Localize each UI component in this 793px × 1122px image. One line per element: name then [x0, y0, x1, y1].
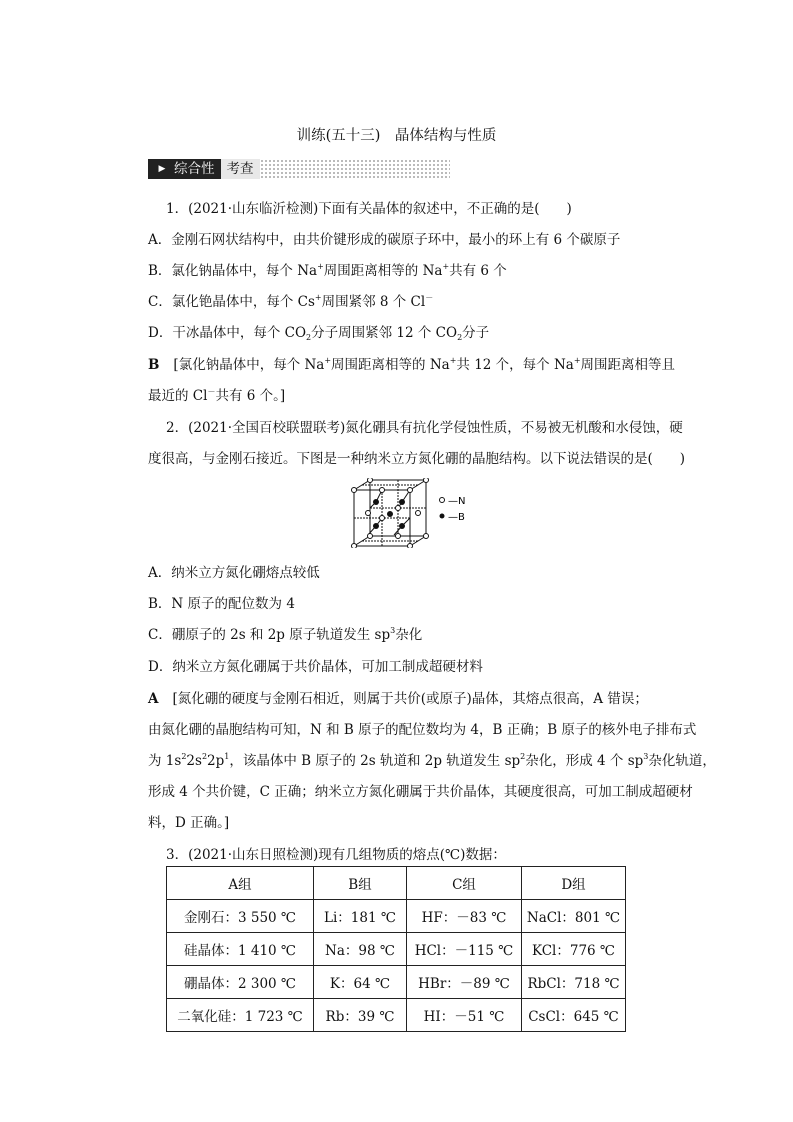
table-cell: Rb：39 ℃ [314, 999, 407, 1032]
table-cell: CsCl：645 ℃ [522, 999, 626, 1032]
table-header: C组 [407, 867, 522, 900]
table-header: B组 [314, 867, 407, 900]
q1-option-a: A．金刚石网状结构中，由共价键形成的碳原子环中，最小的环上有 6 个碳原子 [148, 232, 621, 248]
q2-option-c: C．硼原子的 2s 和 2p 原子轨道发生 $sp^3$杂化 [148, 626, 423, 643]
table-cell: K：64 ℃ [314, 966, 407, 999]
table-row [167, 933, 626, 966]
q1-stem: 1．(2021·山东临沂检测)下面有关晶体的叙述中，不正确的是( ) [166, 201, 572, 217]
q2-stem-1: 2．(2021·全国百校联盟联考)氮化硼具有抗化学侵蚀性质，不易被无机酸和水侵蚀，硬 [166, 420, 683, 436]
table-header: D组 [522, 867, 626, 900]
q2-answer-4: 形成 4 个共价键，C 正确；纳米立方氮化硼属于共价晶体，其硬度很高，可加工制成超硬材 [148, 784, 693, 800]
page-title: 训练(五十三) 晶体结构与性质 [296, 128, 497, 144]
table-cell: 二氧化硅：1 723 ℃ [167, 999, 314, 1032]
q1-answer-cont: 最近的 Cl－共有 6 个。] [148, 387, 286, 404]
q1-answer: B [氯化钠晶体中，每个 Na+周围距离相等的 Na+共 12 个，每个 Na+周围距离相等且 [148, 356, 676, 373]
q1-option-b: B．氯化钠晶体中，每个 Na+周围距离相等的 Na+共有 6 个 [148, 262, 507, 279]
table-cell: HBr：－89 ℃ [407, 966, 522, 999]
badge-dark-label: 综合性 [174, 161, 215, 177]
table-row [167, 966, 626, 999]
table-cell: HCl：－115 ℃ [407, 933, 522, 966]
table-header: A组 [167, 867, 314, 900]
q2-option-b: B．N 原子的配位数为 4 [148, 596, 295, 612]
q2-answer-3: 为 $1s^22s^22p^1$，该晶体中 B 原子的 2s 轨道和 2p 轨道发生 $sp^2$杂化，形成 4 个 $sp^3$杂化轨道， [148, 752, 716, 769]
play-icon: ▶ [154, 161, 170, 177]
q1-option-d: D．干冰晶体中，每个 $CO_2$分子周围紧邻 12 个 $CO_2$分子 [148, 325, 490, 342]
legend-n-icon [440, 498, 445, 503]
q3-stem: 3．(2021·山东日照检测)现有几组物质的熔点(℃)数据： [166, 847, 506, 863]
table-cell: 硼晶体：2 300 ℃ [167, 966, 314, 999]
table-row [167, 999, 626, 1032]
melting-point-table [166, 866, 626, 1032]
q2-option-d: D．纳米立方氮化硼属于共价晶体，可加工制成超硬材料 [148, 659, 483, 675]
table-cell: HF：－83 ℃ [407, 900, 522, 933]
q1-option-c: C．氯化铯晶体中，每个 Cs+周围紧邻 8 个 Cl－ [148, 293, 434, 310]
dot-pattern [260, 159, 450, 179]
section-badge [148, 159, 450, 179]
q2-option-a: A．纳米立方氮化硼熔点较低 [148, 565, 320, 581]
table-cell: Li：181 ℃ [314, 900, 407, 933]
q2-answer-1: A [氮化硼的硬度与金刚石相近，则属于共价(或原子)晶体，其熔点很高，A 错误； [148, 691, 648, 707]
badge-comprehensive [148, 159, 221, 179]
table-cell: 硅晶体：1 410 ℃ [167, 933, 314, 966]
table-cell: 金刚石：3 550 ℃ [167, 900, 314, 933]
q2-answer-5: 料，D 正确。] [148, 815, 230, 831]
q2-answer-2: 由氮化硼的晶胞结构可知，N 和 B 原子的配位数均为 4，B 正确；B 原子的核外电子排布式 [148, 722, 697, 738]
table-cell: Na：98 ℃ [314, 933, 407, 966]
legend-n-label: —N [448, 496, 466, 507]
table-cell: RbCl：718 ℃ [522, 966, 626, 999]
table-cell: HI：－51 ℃ [407, 999, 522, 1032]
legend-b-icon [440, 514, 445, 519]
q2-stem-2: 度很高，与金刚石接近。下图是一种纳米立方氮化硼的晶胞结构。以下说法错误的是( ) [148, 451, 686, 467]
badge-exam-label: 考查 [221, 159, 260, 179]
legend-b-label: —B [448, 512, 465, 523]
table-cell: NaCl：801 ℃ [522, 900, 626, 933]
boron-nitride-unit-cell [350, 478, 490, 548]
table-cell: KCl：776 ℃ [522, 933, 626, 966]
table-row [167, 900, 626, 933]
table-header-row [167, 867, 626, 900]
